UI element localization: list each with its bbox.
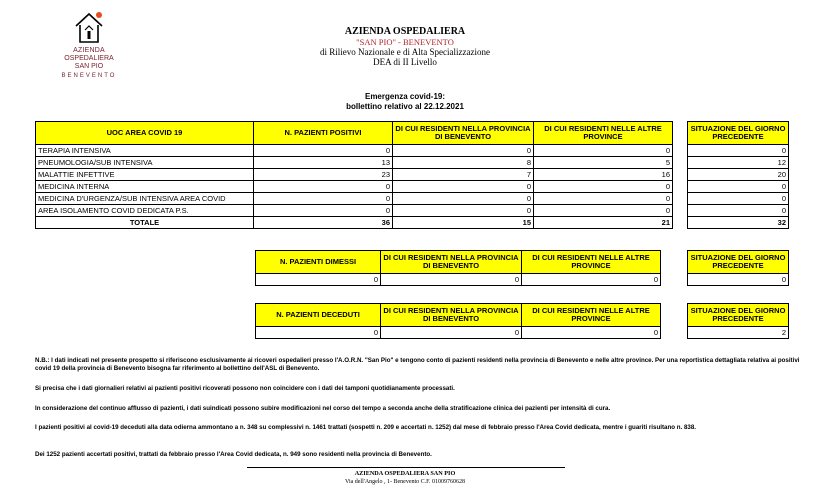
row-residenti-altre: 0 [534,145,673,157]
table-row [36,169,673,181]
header-subtitle: "SAN PIO" - BENEVENTO [356,37,454,47]
deceduti-prev-value: 2 [688,327,789,339]
deceduti-other-header: DI CUI RESIDENTI NELLE ALTRE PROVINCE [522,304,661,327]
logo-line-1: AZIENDA [73,47,105,54]
row-positivi: 0 [254,205,393,217]
row-residenti-altre: 0 [534,181,673,193]
total-prev: 32 [688,217,789,229]
row-residenti-bn: 7 [393,169,534,181]
row-prev-day: 12 [688,157,789,169]
bulletin-title [300,92,510,112]
footer-line-1: AZIENDA OSPEDALIERA SAN PIO [354,470,456,477]
dimessi-value: 0 [256,274,381,286]
table-row [688,193,789,205]
dimessi-prev-header: SITUAZIONE DEL GIORNO PRECEDENTE [688,251,789,274]
row-positivi: 0 [254,181,393,193]
row-residenti-altre: 16 [534,169,673,181]
table-row [688,157,789,169]
dimessi-header: N. PAZIENTI DIMESSI [256,251,381,274]
house-logo-icon [72,10,106,46]
row-prev-day: 0 [688,145,789,157]
row-positivi: 23 [254,169,393,181]
note-tamponi: Si precisa che i dati giornalieri relativi ai pazienti positivi ricoverati possono non coincidere con i dati dei tamponi quotidianamente processati. [35,385,455,392]
deceduti-other-value: 0 [522,327,661,339]
total-positivi: 36 [254,217,393,229]
note-nb: N.B.: I dati indicati nel presente prospetto si riferiscono esclusivamente ai ricoveri ospedalieri presso l'A.O.R.N. "San Pio" e tengono conto di pazienti residenti nella provincia di Benevento e nelle altre province. Per una reportistica dettagliata relativa ai positivi covid 19 della provincia di Benevento bisogna far riferimento al bollettino dell'ASL di Benevento. [35,357,800,372]
logo-line-2: OSPEDALIERA [64,55,114,62]
header-title: AZIENDA OSPEDALIERA [344,26,466,37]
row-unit-name: TERAPIA INTENSIVA [36,145,254,157]
dimessi-prev-value: 0 [688,274,789,286]
row-unit-name: MEDICINA D'URGENZA/SUB INTENSIVA AREA COVID [36,193,254,205]
row-positivi: 0 [254,193,393,205]
table-row [688,145,789,157]
row-unit-name: AREA ISOLAMENTO COVID DEDICATA P.S. [36,205,254,217]
dimessi-bn-header: DI CUI RESIDENTI NELLA PROVINCIA DI BENEVENTO [381,251,522,274]
deceduti-prev-header: SITUAZIONE DEL GIORNO PRECEDENTE [688,304,789,327]
document-header [290,27,520,67]
row-prev-day: 0 [688,181,789,193]
row-residenti-bn: 8 [393,157,534,169]
row-unit-name: MEDICINA INTERNA [36,181,254,193]
discharged-prev-table [687,250,789,286]
row-residenti-altre: 0 [534,193,673,205]
main-covid-table [35,121,673,229]
row-unit-name: PNEUMOLOGIA/SUB INTENSIVA [36,157,254,169]
footer-line-2: Via dell'Angelo , 1- Benevento C.F. 01009760628 [344,479,466,485]
table-row [36,181,673,193]
table-row [688,205,789,217]
row-positivi: 0 [254,145,393,157]
header-line-4: DEA di II Livello [373,57,437,67]
note-residenti: Dei 1252 pazienti accertati positivi, trattati da febbraio presso l'Area Covid dedicata, n. 949 sono residenti nella provincia di Benevento. [35,451,432,458]
total-label: TOTALE [36,217,254,229]
row-residenti-bn: 0 [393,205,534,217]
table-row [36,157,673,169]
dimessi-bn-value: 0 [381,274,522,286]
dimessi-other-value: 0 [522,274,661,286]
table-row [36,145,673,157]
prev-header: SITUAZIONE DEL GIORNO PRECEDENTE [688,122,789,145]
table-row [36,205,673,217]
row-positivi: 13 [254,157,393,169]
row-prev-day: 20 [688,169,789,181]
table-row [688,169,789,181]
row-unit-name: MALATTIE INFETTIVE [36,169,254,181]
deceduti-value: 0 [256,327,381,339]
row-residenti-altre: 0 [534,205,673,217]
deceduti-header: N. PAZIENTI DECEDUTI [256,304,381,327]
footer-divider [247,467,565,468]
logo-line-3: SAN PIO [74,63,104,70]
total-bn: 15 [393,217,534,229]
col-header-residenti-altre: DI CUI RESIDENTI NELLE ALTRE PROVINCE [534,122,673,145]
total-row [36,217,673,229]
row-residenti-bn: 0 [393,181,534,193]
row-residenti-altre: 5 [534,157,673,169]
logo-line-4: BENEVENTO [61,73,117,79]
note-deceduti: I pazienti positivi al covid-19 deceduti alla data odierna ammontano a n. 348 su complessivi n. 1461 trattati (sospetti n. 209 e accertati n. 1252) dal mese di febbraio presso l'Area Covid dedicata, mentre i guariti risultano n. 838. [35,424,696,431]
deceased-table [255,303,661,339]
discharged-table [255,250,661,286]
dimessi-other-header: DI CUI RESIDENTI NELLE ALTRE PROVINCE [522,251,661,274]
col-header-positivi: N. PAZIENTI POSITIVI [254,122,393,145]
note-afflusso: In considerazione del continuo afflusso di pazienti, i dati suindicati possono subire modificazioni nel corso del tempo a seconda anche della stratificazione clinica dei pazienti per intensità di cura. [35,405,611,412]
col-header-residenti-bn: DI CUI RESIDENTI NELLA PROVINCIA DI BENEVENTO [393,122,534,145]
col-header-uoc: UOC AREA COVID 19 [36,122,254,145]
footer [325,470,485,486]
row-residenti-bn: 0 [393,193,534,205]
table-row [36,193,673,205]
row-residenti-bn: 0 [393,145,534,157]
bulletin-line-2: bollettino relativo al 22.12.2021 [346,102,464,111]
deceduti-bn-value: 0 [381,327,522,339]
main-prev-table [687,121,789,229]
total-other: 21 [534,217,673,229]
table-row [688,181,789,193]
hospital-logo [58,10,120,84]
bulletin-line-1: Emergenza covid-19: [364,92,446,101]
row-prev-day: 0 [688,205,789,217]
deceduti-bn-header: DI CUI RESIDENTI NELLA PROVINCIA DI BENEVENTO [381,304,522,327]
row-prev-day: 0 [688,193,789,205]
deceased-prev-table [687,303,789,339]
header-line-3: di Rilievo Nazionale e di Alta Specializzazione [320,47,490,57]
